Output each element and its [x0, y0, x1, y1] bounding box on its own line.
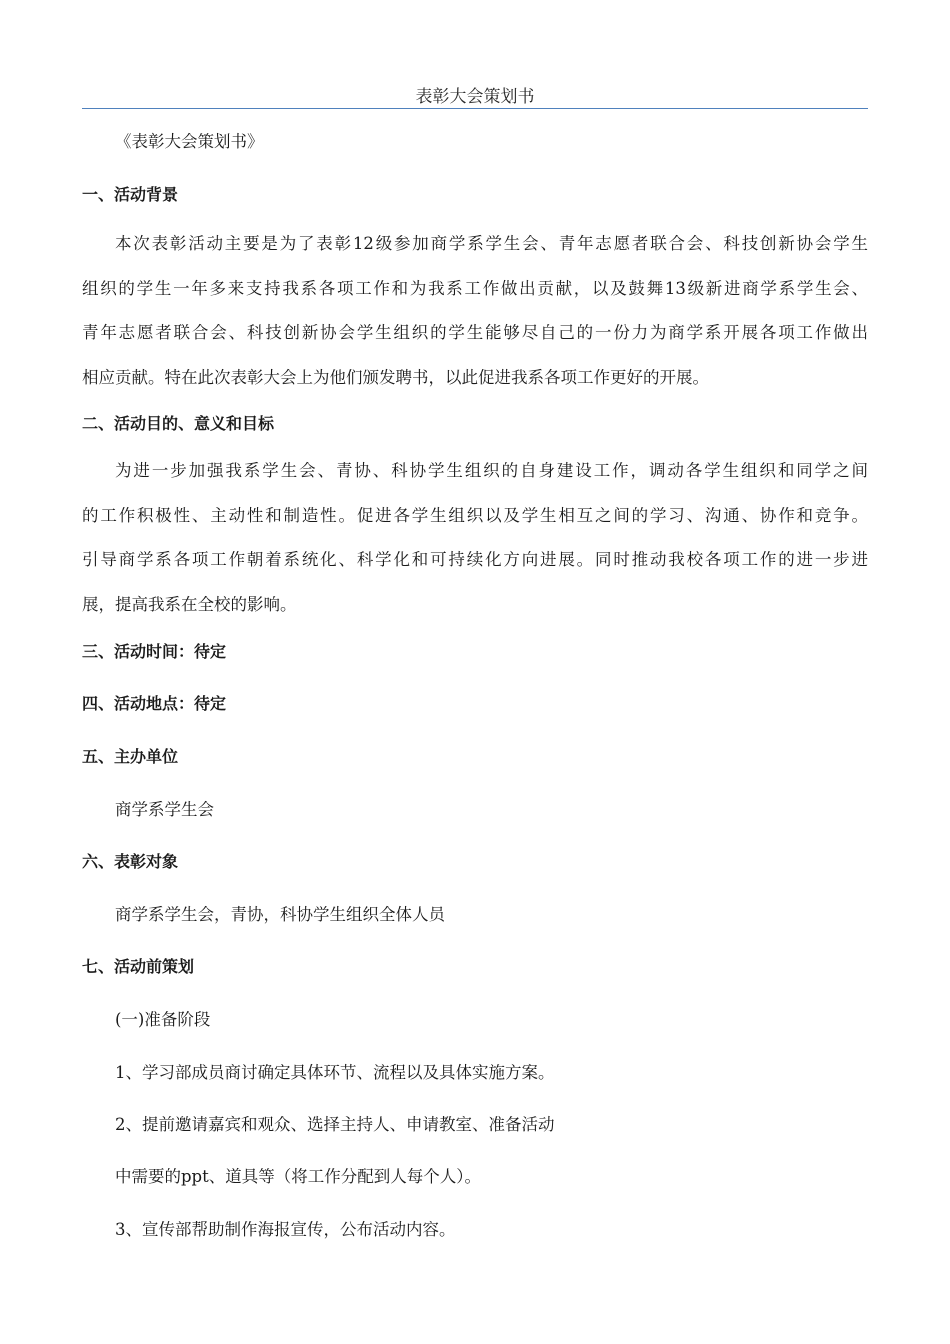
organizer-text: 商学系学生会: [115, 800, 214, 819]
paragraph-line: 的工作积极性、主动性和制造性。促进各学生组织以及学生相互之间的学习、沟通、协作和竞争。: [82, 505, 868, 525]
list-item: 2、提前邀请嘉宾和观众、选择主持人、申请教室、准备活动: [115, 1115, 555, 1134]
section-heading-location: 四、活动地点：待定: [82, 694, 227, 713]
paragraph-line: 相应贡献。特在此次表彰大会上为他们颁发聘书，以此促进我系各项工作更好的开展。: [82, 367, 709, 387]
section-heading-purpose: 二、活动目的、意义和目标: [82, 414, 275, 433]
page-header-title: 表彰大会策划书: [415, 87, 535, 107]
list-item: 3、宣传部帮助制作海报宣传，公布活动内容。: [115, 1220, 456, 1239]
paragraph-line: 为进一步加强我系学生会、青协、科协学生组织的自身建设工作，调动各学生组织和同学之间: [115, 461, 868, 480]
paragraph-line: 引导商学系各项工作朝着系统化、科学化和可持续化方向进展。同时推动我校各项工作的进一步进: [82, 550, 868, 569]
section-heading-preplanning: 七、活动前策划: [82, 957, 195, 976]
section-paragraph-purpose: [82, 449, 868, 627]
header-divider: [82, 108, 868, 109]
paragraph-line: 组织的学生一年多来支持我系各项工作和为我系工作做出贡献，以及鼓舞13级新进商学系学生会、: [82, 278, 868, 298]
honorees-text: 商学系学生会，青协，科协学生组织全体人员: [115, 905, 445, 924]
stage-label: (一)准备阶段: [115, 1010, 211, 1029]
section-heading-honorees: 六、表彰对象: [82, 852, 179, 871]
section-heading-time: 三、活动时间：待定: [82, 642, 227, 661]
list-item: 中需要的ppt、道具等（将工作分配到人每个人）。: [115, 1167, 482, 1186]
section-heading-background: 一、活动背景: [82, 185, 179, 204]
document-title: 《表彰大会策划书》: [115, 132, 264, 151]
list-item: 1、学习部成员商讨确定具体环节、流程以及具体实施方案。: [115, 1063, 555, 1082]
paragraph-line: 本次表彰活动主要是为了表彰12级参加商学系学生会、青年志愿者联合会、科技创新协会学生: [115, 234, 868, 253]
paragraph-line: 展，提高我系在全校的影响。: [82, 594, 297, 614]
section-paragraph-background: [82, 222, 868, 400]
section-heading-organizer: 五、主办单位: [82, 747, 179, 766]
paragraph-line: 青年志愿者联合会、科技创新协会学生组织的学生能够尽自己的一份力为商学系开展各项工作做出: [82, 323, 868, 342]
